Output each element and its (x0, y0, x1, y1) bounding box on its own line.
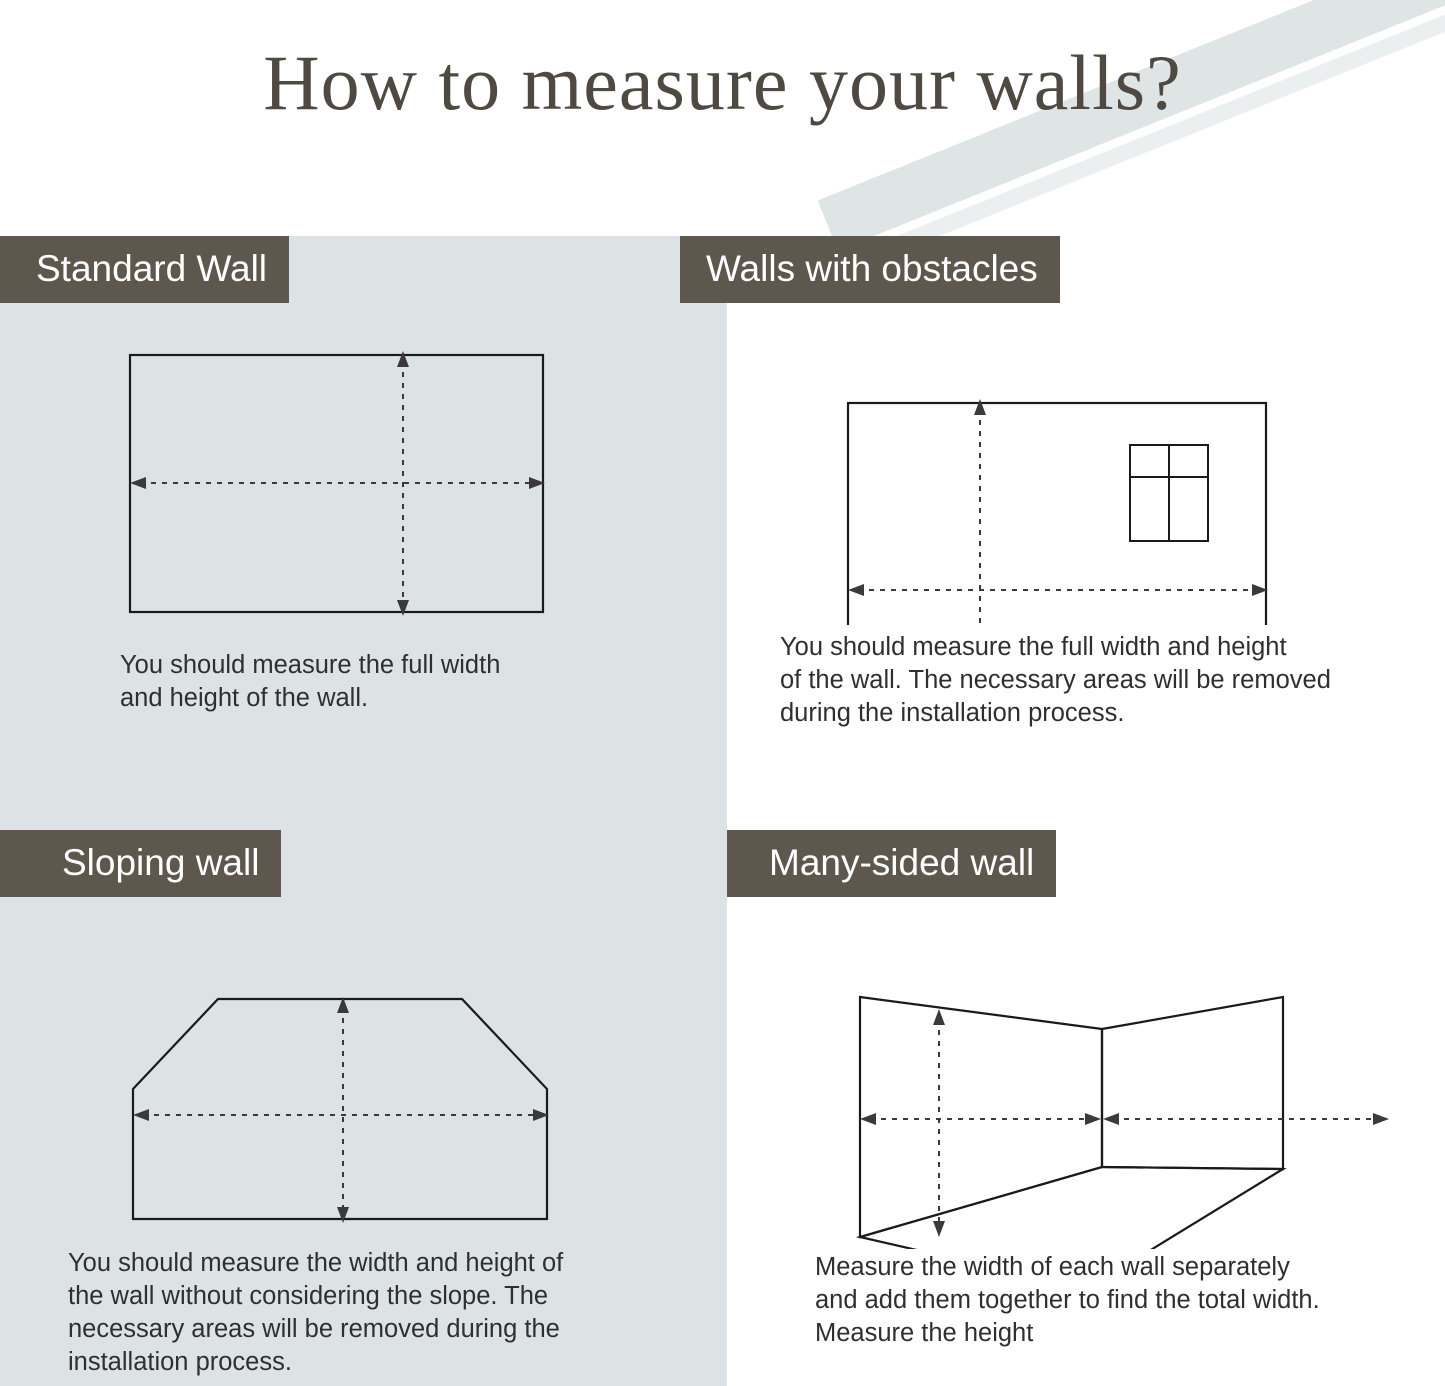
section-sloping-wall (0, 830, 727, 1380)
diagram-many-sided-wall (727, 919, 1445, 1249)
diagram-sloping-wall (0, 919, 727, 1239)
diagram-walls-with-obstacles (680, 325, 1445, 625)
caption-sloping-wall: You should measure the width and height of the wall without considering the slope. The necessary areas will be removed during the installation process. (68, 1249, 564, 1377)
section-many-sided-wall (727, 830, 1445, 1350)
section-heading-standard-wall: Standard Wall (0, 236, 289, 303)
page-title: How to measure your walls? (263, 39, 1182, 126)
section-heading-walls-with-obstacles: Walls with obstacles (680, 236, 1060, 303)
section-heading-many-sided-wall: Many-sided wall (727, 830, 1056, 897)
caption-many-sided-wall: Measure the width of each wall separately and add them together to find the total width. Measure the height (815, 1253, 1320, 1348)
caption-walls-with-obstacles: You should measure the full width and height of the wall. The necessary areas will be removed during the installation process. (780, 633, 1331, 728)
section-walls-with-obstacles (680, 236, 1445, 730)
caption-standard-wall: You should measure the full width and height of the wall. (120, 651, 501, 713)
section-standard-wall (0, 236, 727, 715)
diagram-standard-wall (0, 327, 727, 627)
section-heading-sloping-wall: Sloping wall (0, 830, 281, 897)
